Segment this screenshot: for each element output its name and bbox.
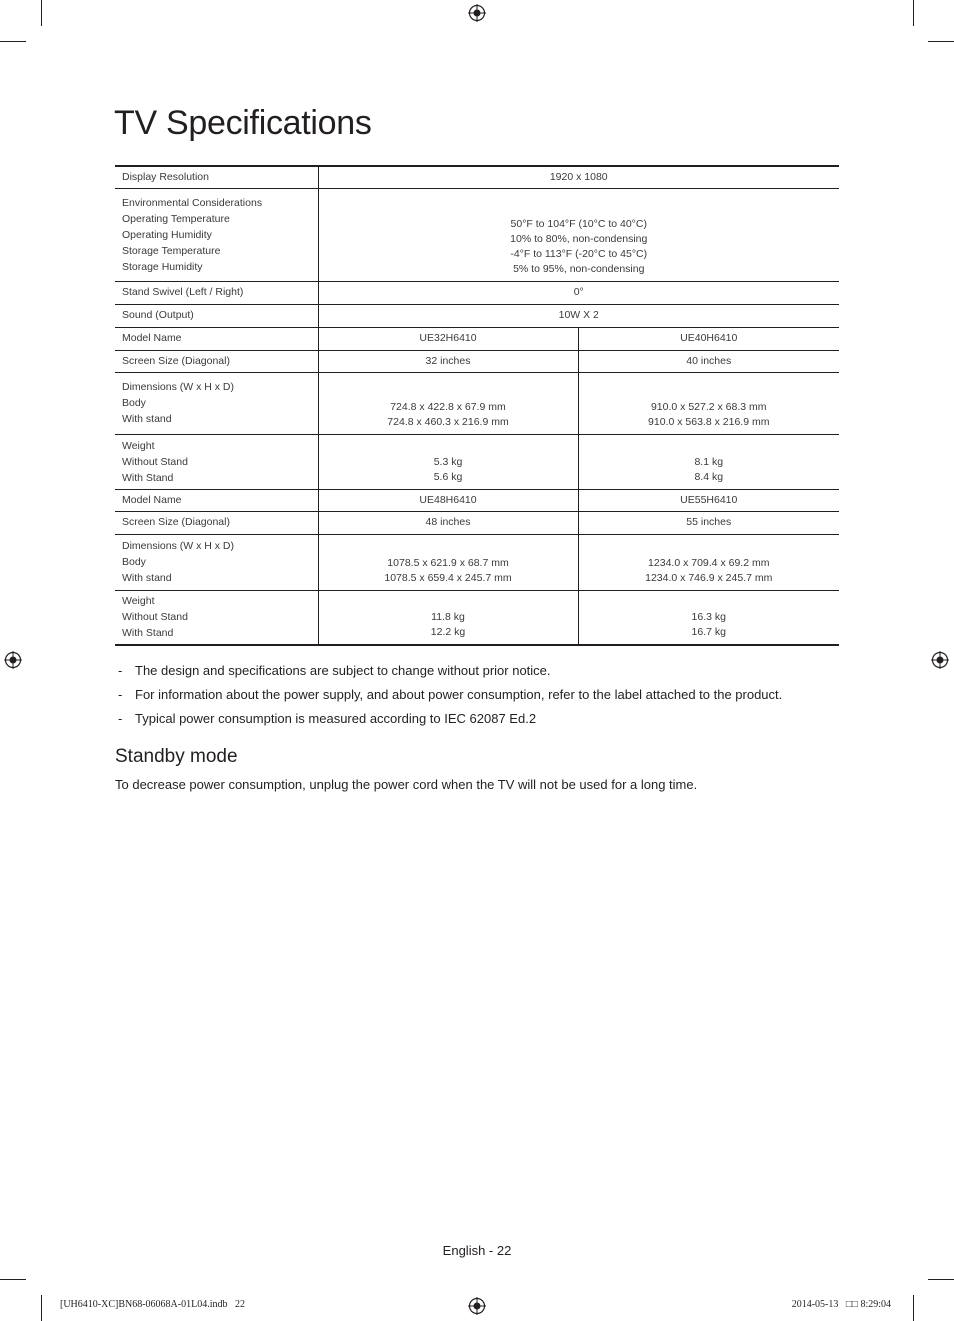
value-line: 8.4 kg <box>694 470 724 483</box>
label-line: Environmental Considerations <box>122 196 263 209</box>
table-row <box>115 327 839 350</box>
label-line: Storage Humidity <box>122 260 203 273</box>
value-line: 1078.5 x 621.9 x 68.7 mm <box>387 556 509 569</box>
crop-mark <box>913 0 914 26</box>
row-value: 10W X 2 <box>318 304 839 327</box>
standby-body: To decrease power consumption, unplug the power cord when the TV will not be used for a long time. <box>115 777 698 792</box>
row-value: 1920 x 1080 <box>318 166 839 188</box>
dimensions-cell <box>318 372 578 434</box>
value-line: 724.8 x 422.8 x 67.9 mm <box>390 400 506 413</box>
list-item <box>115 659 845 683</box>
note-text: The design and specifications are subject to change without prior notice. <box>135 663 551 678</box>
crop-mark <box>41 1295 42 1321</box>
row-label: Screen Size (Diagonal) <box>115 511 318 534</box>
row-label: Screen Size (Diagonal) <box>115 350 318 372</box>
standby-heading: Standby mode <box>115 746 238 767</box>
value-line: 16.7 kg <box>691 626 726 638</box>
weight-cell <box>318 590 578 645</box>
table-row <box>115 350 839 372</box>
label-line: Body <box>122 397 146 409</box>
table-row <box>115 511 839 534</box>
registration-mark-icon <box>4 651 22 669</box>
model-name-cell: UE32H6410 <box>318 327 578 350</box>
value-line: -4°F to 113°F (-20°C to 45°C) <box>510 247 648 260</box>
crop-mark <box>0 1279 26 1280</box>
value-line: 5.6 kg <box>433 470 463 483</box>
value-line: 1234.0 x 746.9 x 245.7 mm <box>645 571 773 584</box>
registration-mark-icon <box>468 4 486 22</box>
value-line: 5.3 kg <box>433 455 463 468</box>
model-name-cell: UE55H6410 <box>578 489 839 511</box>
table-row <box>115 534 839 590</box>
value-line: 724.8 x 460.3 x 216.9 mm <box>387 415 509 428</box>
value-line: 5% to 95%, non-condensing <box>513 262 645 275</box>
row-label <box>115 590 318 645</box>
row-value <box>318 188 839 281</box>
table-row <box>115 434 839 489</box>
registration-mark-icon <box>931 651 949 669</box>
table-row <box>115 166 839 188</box>
label-line: Without Stand <box>122 611 188 624</box>
screen-size-cell: 55 inches <box>578 511 839 534</box>
row-value: 0° <box>318 281 839 304</box>
value-line: 1234.0 x 709.4 x 69.2 mm <box>648 556 770 569</box>
label-line: Dimensions (W x H x D) <box>122 540 235 552</box>
model-name-cell: UE48H6410 <box>318 489 578 511</box>
label-line: Storage Temperature <box>122 244 221 257</box>
table-row <box>115 304 839 327</box>
label-line: Weight <box>122 439 155 452</box>
crop-mark <box>913 1295 914 1321</box>
bullet-dash: - <box>118 663 123 678</box>
bullet-dash: - <box>118 711 123 726</box>
crop-mark <box>0 41 26 42</box>
note-text: Typical power consumption is measured according to IEC 62087 Ed.2 <box>135 711 537 726</box>
value-line: 50°F to 104°F (10°C to 40°C) <box>510 217 647 230</box>
label-line: With Stand <box>122 627 174 640</box>
label-line: With stand <box>122 413 172 425</box>
table-row <box>115 372 839 434</box>
weight-cell <box>578 434 839 489</box>
list-item <box>115 683 845 707</box>
dimensions-cell <box>578 534 839 590</box>
value-line: 11.8 kg <box>431 611 465 623</box>
screen-size-cell: 48 inches <box>318 511 578 534</box>
spec-table <box>115 165 839 646</box>
value-line: 910.0 x 527.2 x 68.3 mm <box>650 400 767 413</box>
dimensions-cell <box>318 534 578 590</box>
value-line: 910.0 x 563.8 x 216.9 mm <box>648 415 770 428</box>
weight-cell <box>578 590 839 645</box>
value-line: 10% to 80%, non-condensing <box>510 232 648 245</box>
row-label <box>115 434 318 489</box>
label-line: Body <box>122 556 146 568</box>
table-row <box>115 590 839 645</box>
value-line: 8.1 kg <box>694 455 724 468</box>
table-row <box>115 281 839 304</box>
screen-size-cell: 40 inches <box>578 350 839 372</box>
label-line: Without Stand <box>122 455 188 468</box>
registration-mark-icon <box>468 1297 486 1315</box>
weight-cell <box>318 434 578 489</box>
label-line: Weight <box>122 595 155 608</box>
label-line: Operating Temperature <box>122 212 230 225</box>
bullet-dash: - <box>118 687 123 702</box>
row-label: Display Resolution <box>115 166 318 188</box>
row-label: Model Name <box>115 489 318 511</box>
row-label <box>115 372 318 434</box>
model-name-cell: UE40H6410 <box>578 327 839 350</box>
row-label <box>115 534 318 590</box>
page-title: TV Specifications <box>114 104 372 142</box>
list-item <box>115 707 845 731</box>
notes-list <box>115 659 845 731</box>
dimensions-cell <box>578 372 839 434</box>
page-number: English - 22 <box>442 1243 512 1258</box>
print-slug-file: [UH6410-XC]BN68-06068A-01L04.indb 22 <box>60 1299 245 1310</box>
screen-size-cell: 32 inches <box>318 350 578 372</box>
crop-mark <box>928 41 954 42</box>
label-line: With stand <box>122 572 172 584</box>
value-line: 12.2 kg <box>430 626 466 638</box>
row-label: Stand Swivel (Left / Right) <box>115 281 318 304</box>
label-line: With Stand <box>122 471 174 484</box>
row-label: Sound (Output) <box>115 304 318 327</box>
crop-mark <box>928 1279 954 1280</box>
table-row <box>115 489 839 511</box>
value-line: 1078.5 x 659.4 x 245.7 mm <box>384 571 512 584</box>
row-label <box>115 188 318 281</box>
crop-mark <box>41 0 42 26</box>
print-slug-date: 2014-05-13 □□ 8:29:04 <box>791 1299 891 1310</box>
note-text: For information about the power supply, and about power consumption, refer to the label attached to the product. <box>135 687 783 702</box>
value-line: 16.3 kg <box>691 611 726 623</box>
label-line: Dimensions (W x H x D) <box>122 381 235 393</box>
table-row <box>115 188 839 281</box>
row-label: Model Name <box>115 327 318 350</box>
label-line: Operating Humidity <box>122 228 212 241</box>
